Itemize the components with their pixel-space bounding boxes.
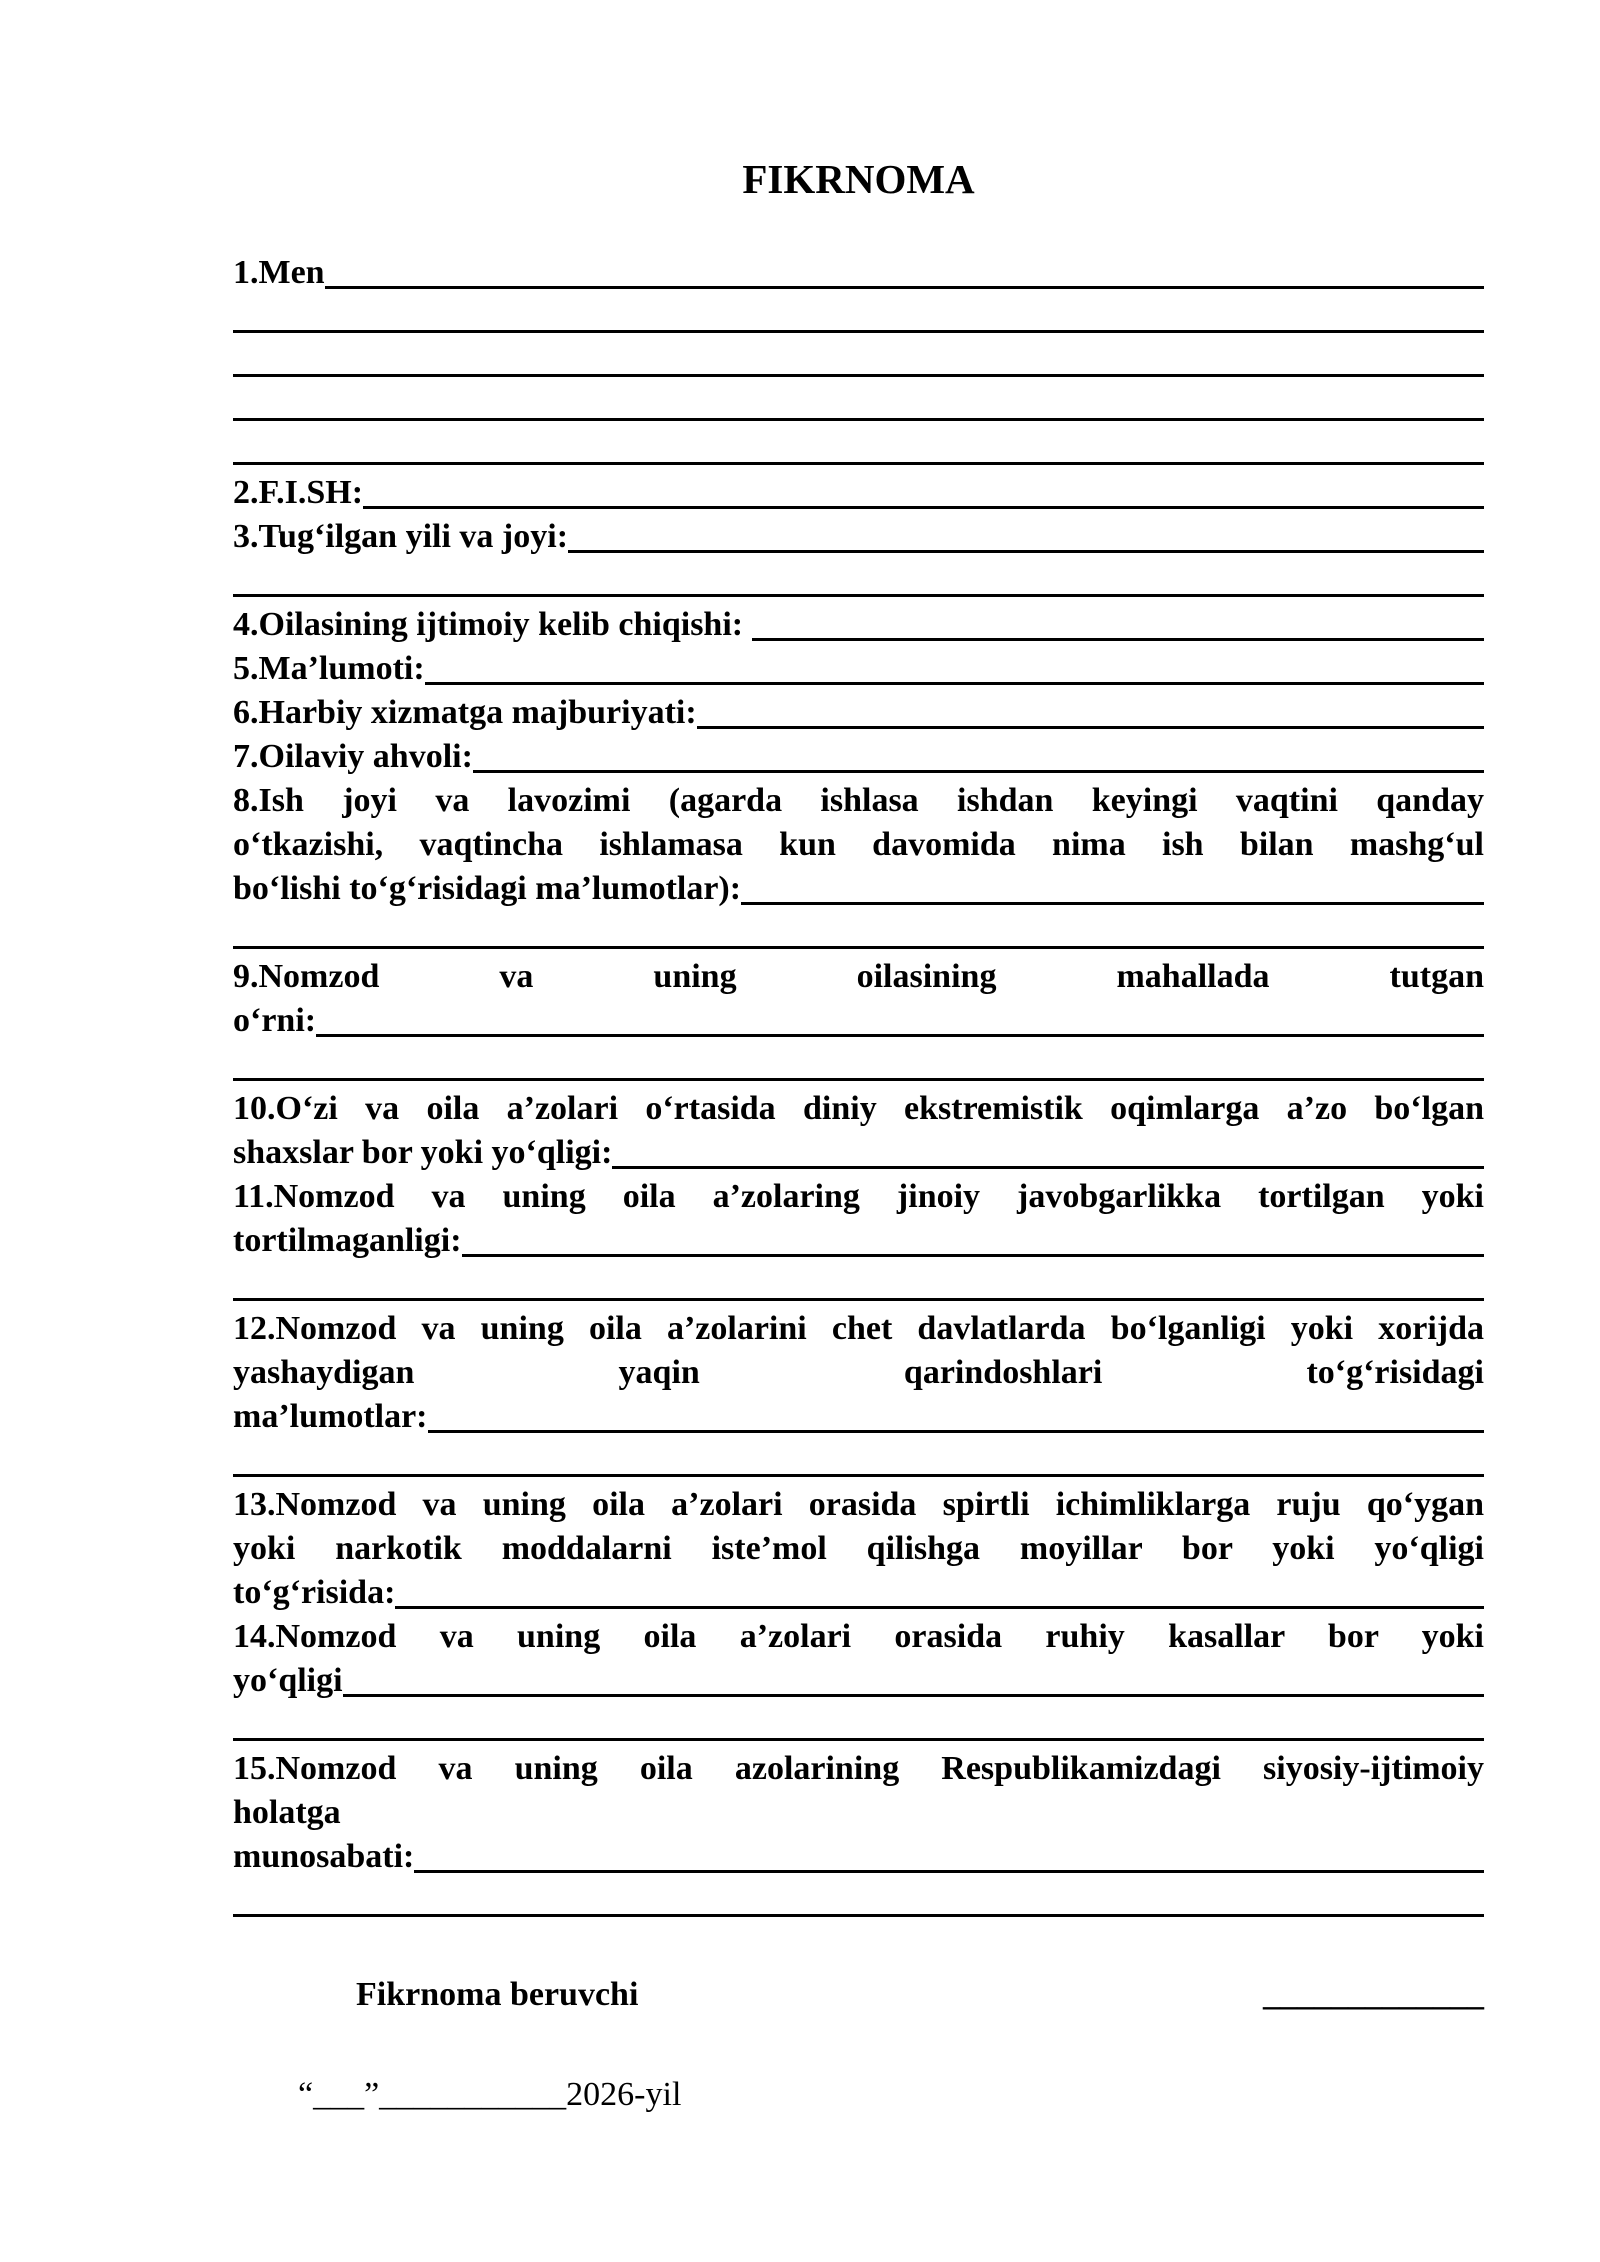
line-label: ma’lumotlar:: [233, 1398, 428, 1435]
fill-in-blank[interactable]: [462, 1219, 1484, 1257]
fill-in-blank[interactable]: [233, 1043, 1484, 1081]
form-line: [233, 1219, 1484, 1263]
form-line: [233, 1571, 1484, 1615]
line-label: shaxslar bor yoki yo‘qligi:: [233, 1134, 613, 1171]
line-label: 5.Ma’lumoti:: [233, 650, 425, 687]
line-label: 2.F.I.SH:: [233, 474, 364, 511]
line-label: 1.Men: [233, 254, 325, 291]
blank-line: [233, 339, 1484, 383]
form-line: 13.Nomzod va uning oila a’zolari orasida spirtli ichimliklarga ruju qo‘ygan: [233, 1486, 1484, 1523]
line-label: 3.Tug‘ilgan yili va joyi:: [233, 518, 569, 555]
form-line: [233, 471, 1484, 515]
fill-in-blank[interactable]: [752, 603, 1484, 641]
line-label: yo‘qligi: [233, 1662, 343, 1699]
fill-in-blank[interactable]: [363, 471, 1484, 509]
form-line: [233, 251, 1484, 295]
form-line: 9.Nomzod va uning oilasining mahallada tutgan: [233, 958, 1484, 995]
fill-in-blank[interactable]: [233, 1263, 1484, 1301]
fill-in-blank[interactable]: [233, 559, 1484, 597]
form-line: o‘tkazishi, vaqtincha ishlamasa kun davomida nima ish bilan mashg‘ul: [233, 826, 1484, 863]
fill-in-blank[interactable]: [233, 427, 1484, 465]
line-label: tortilmaganligi:: [233, 1222, 462, 1259]
signature-row: [233, 1973, 1484, 2017]
fill-in-blank[interactable]: [233, 339, 1484, 377]
blank-line: [233, 295, 1484, 339]
blank-line: [233, 1439, 1484, 1483]
blank-line: [233, 911, 1484, 955]
line-label: to‘g‘risida:: [233, 1574, 396, 1611]
fill-in-blank[interactable]: [395, 1571, 1484, 1609]
form-line: [233, 1395, 1484, 1439]
form-line: 11.Nomzod va uning oila a’zolaring jinoiy javobgarlikka tortilgan yoki: [233, 1178, 1484, 1215]
form-line: 15.Nomzod va uning oila azolarining Respublikamizdagi siyosiy-ijtimoiy: [233, 1750, 1484, 1787]
form-line: [233, 735, 1484, 779]
signature-blank[interactable]: _____________: [1263, 1976, 1484, 2013]
issuer-label: Fikrnoma beruvchi: [356, 1976, 639, 2013]
form-line: [233, 603, 1484, 647]
blank-line: [233, 559, 1484, 603]
blank-line: [233, 427, 1484, 471]
fill-in-blank[interactable]: [343, 1659, 1484, 1697]
form-line: [233, 1659, 1484, 1703]
form-line: 10.O‘zi va oila a’zolari o‘rtasida diniy ekstremistik oqimlarga a’zo bo‘lgan: [233, 1090, 1484, 1127]
blank-line: [233, 1263, 1484, 1307]
form-line: [233, 647, 1484, 691]
form-line: yoki narkotik moddalarni iste’mol qilishga moyillar bor yoki yo‘qligi: [233, 1530, 1484, 1567]
form-line: [233, 515, 1484, 559]
fill-in-blank[interactable]: [233, 1703, 1484, 1741]
fill-in-blank[interactable]: [697, 691, 1484, 729]
blank-line: [233, 1879, 1484, 1923]
form-line: [233, 999, 1484, 1043]
form-line: [233, 691, 1484, 735]
form-line: yashaydigan yaqin qarindoshlari to‘g‘risidagi: [233, 1354, 1484, 1391]
line-label: 6.Harbiy xizmatga majburiyati:: [233, 694, 697, 731]
blank-line: [233, 1703, 1484, 1747]
form-line: [233, 1835, 1484, 1879]
fill-in-blank[interactable]: [612, 1131, 1484, 1169]
fill-in-blank[interactable]: [233, 383, 1484, 421]
line-label: munosabati:: [233, 1838, 415, 1875]
form-line: [233, 1131, 1484, 1175]
date-line: “___”___________2026-yil: [298, 2076, 682, 2113]
form-line: 8.Ish joyi va lavozimi (agarda ishlasa ishdan keyingi vaqtini qanday: [233, 782, 1484, 819]
fill-in-blank[interactable]: [568, 515, 1484, 553]
fill-in-blank[interactable]: [741, 867, 1484, 905]
line-label: 4.Oilasining ijtimoiy kelib chiqishi:: [233, 606, 752, 643]
form-line: holatga: [233, 1794, 341, 1831]
document-title: FIKRNOMA: [742, 156, 975, 202]
fill-in-blank[interactable]: [414, 1835, 1484, 1873]
fill-in-blank[interactable]: [473, 735, 1484, 773]
fill-in-blank[interactable]: [233, 295, 1484, 333]
fill-in-blank[interactable]: [233, 911, 1484, 949]
form-line: 12.Nomzod va uning oila a’zolarini chet davlatlarda bo‘lganligi yoki xorijda: [233, 1310, 1484, 1347]
fill-in-blank[interactable]: [325, 251, 1484, 289]
form-line: 14.Nomzod va uning oila a’zolari orasida ruhiy kasallar bor yoki: [233, 1618, 1484, 1655]
blank-line: [233, 383, 1484, 427]
line-label: o‘rni:: [233, 1002, 317, 1039]
fill-in-blank[interactable]: [316, 999, 1484, 1037]
fill-in-blank[interactable]: [233, 1439, 1484, 1477]
line-label: bo‘lishi to‘g‘risidagi ma’lumotlar):: [233, 870, 742, 907]
fill-in-blank[interactable]: [425, 647, 1484, 685]
line-label: 7.Oilaviy ahvoli:: [233, 738, 473, 775]
fill-in-blank[interactable]: [233, 1879, 1484, 1917]
blank-line: [233, 1043, 1484, 1087]
form-line: [233, 867, 1484, 911]
form-lines: [233, 251, 1484, 1923]
fill-in-blank[interactable]: [428, 1395, 1484, 1433]
